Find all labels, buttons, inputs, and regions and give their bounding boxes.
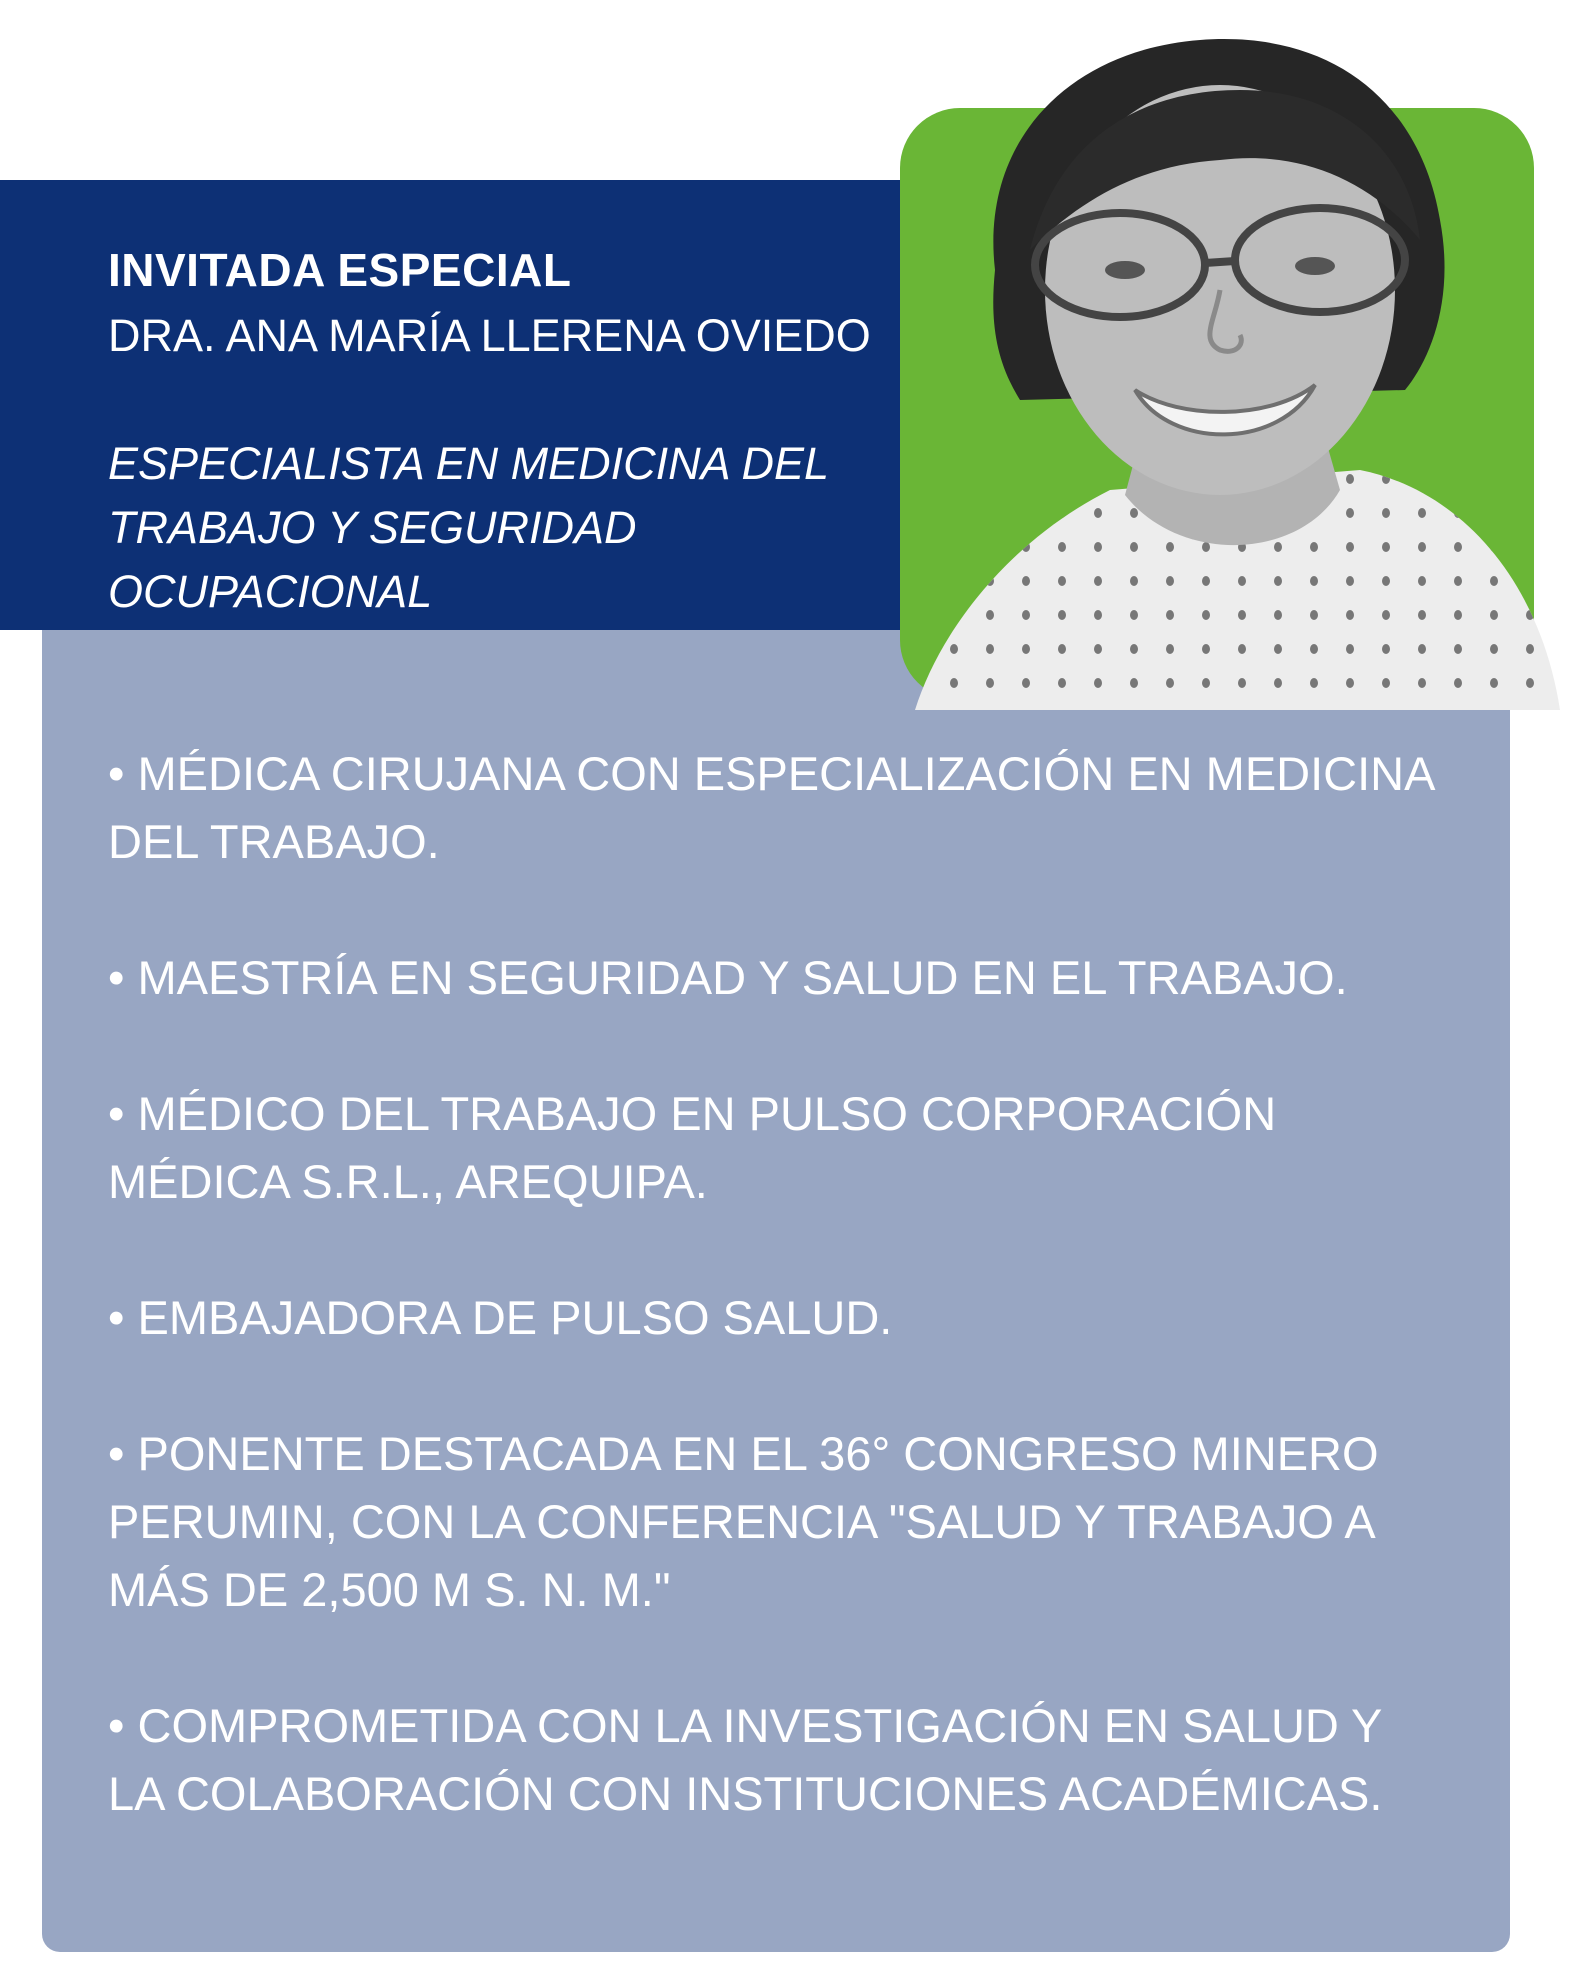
- list-item: • PONENTE DESTACADA EN EL 36° CONGRESO MINERO PERUMIN, CON LA CONFERENCIA "SALUD Y TRABAJO A MÁS DE 2,500 M S. N. M.": [108, 1427, 1379, 1616]
- list-item: • EMBAJADORA DE PULSO SALUD.: [108, 1291, 893, 1344]
- guest-role-line: ESPECIALISTA EN MEDICINA DEL: [108, 438, 830, 489]
- guest-name: DRA. ANA MARÍA LLERENA OVIEDO: [108, 310, 871, 361]
- portrait-photo-icon: [900, 20, 1570, 710]
- guest-role: [108, 432, 968, 624]
- list-item: • MÉDICA CIRUJANA CON ESPECIALIZACIÓN EN MEDICINA DEL TRABAJO.: [108, 747, 1433, 868]
- list-item: • MAESTRÍA EN SEGURIDAD Y SALUD EN EL TRABAJO.: [108, 951, 1348, 1004]
- credentials-list: [108, 740, 1448, 1896]
- header-label: INVITADA ESPECIAL: [108, 244, 572, 296]
- list-item: • COMPROMETIDA CON LA INVESTIGACIÓN EN SALUD Y LA COLABORACIÓN CON INSTITUCIONES ACADÉMICAS.: [108, 1699, 1383, 1820]
- header-text: [108, 240, 968, 624]
- guest-role-line: TRABAJO Y SEGURIDAD OCUPACIONAL: [108, 502, 637, 617]
- list-item: • MÉDICO DEL TRABAJO EN PULSO CORPORACIÓN MÉDICA S.R.L., AREQUIPA.: [108, 1087, 1277, 1208]
